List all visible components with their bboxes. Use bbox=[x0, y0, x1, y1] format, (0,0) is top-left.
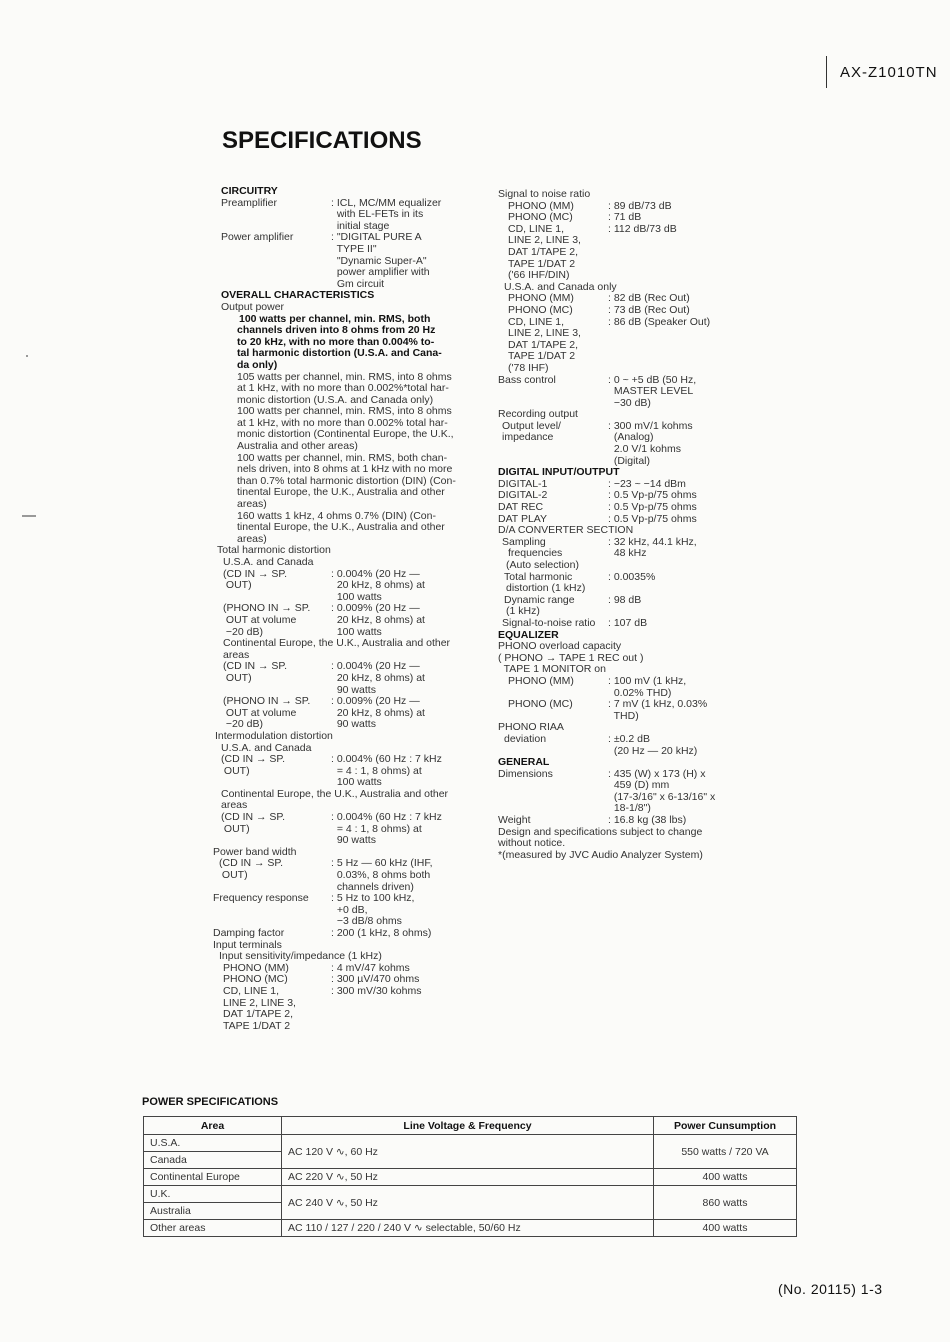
spec-label: impedance bbox=[502, 431, 554, 444]
spec-value: : 0.009% (20 Hz — bbox=[331, 602, 420, 615]
spec-label: Output power bbox=[221, 300, 285, 313]
spec-value: MASTER LEVEL bbox=[608, 385, 694, 398]
spec-line bbox=[221, 1021, 471, 1033]
spec-label: Dynamic range bbox=[504, 593, 575, 606]
page-title: SPECIFICATIONS bbox=[222, 127, 422, 154]
spec-label: U.S.A. and Canada bbox=[223, 556, 314, 568]
spec-value: : 86 dB (Speaker Out) bbox=[608, 315, 711, 328]
spec-value: 100 watts bbox=[331, 625, 382, 638]
spec-label: areas bbox=[221, 799, 248, 812]
spec-line bbox=[221, 186, 471, 198]
spec-value: 90 watts bbox=[331, 683, 376, 696]
spec-label: (1 kHz) bbox=[506, 605, 540, 618]
spec-label: deviation bbox=[504, 732, 547, 745]
spec-label: Australia and other areas) bbox=[237, 440, 358, 453]
spec-line bbox=[498, 444, 748, 456]
power-cell: 400 watts bbox=[654, 1169, 797, 1186]
spec-label: DIGITAL-2 bbox=[498, 489, 548, 502]
spec-label: Input sensitivity/impedance (1 kHz) bbox=[219, 950, 382, 963]
spec-line bbox=[221, 267, 471, 279]
column-header-voltage: Line Voltage & Frequency bbox=[282, 1117, 654, 1135]
spec-value: : 5 Hz — 60 kHz (IHF, bbox=[331, 857, 433, 870]
spec-line bbox=[498, 305, 748, 317]
spec-line bbox=[221, 360, 471, 372]
spec-label: Weight bbox=[498, 814, 531, 827]
spec-label: OUT) bbox=[221, 822, 250, 835]
spec-label: Input terminals bbox=[213, 938, 282, 951]
area-cell: U.S.A. bbox=[144, 1135, 282, 1152]
spec-label: PHONO (MM) bbox=[508, 674, 574, 687]
spec-label: Damping factor bbox=[213, 927, 285, 939]
spec-label: Power band width bbox=[213, 845, 297, 858]
column-header-area: Area bbox=[144, 1117, 282, 1135]
model-number: AX-Z1010TN bbox=[840, 64, 938, 81]
spec-label: Signal-to-noise ratio bbox=[502, 616, 596, 629]
spec-label: distortion (1 kHz) bbox=[506, 582, 586, 595]
table-row bbox=[144, 1220, 797, 1237]
spec-label: PHONO (MC) bbox=[508, 698, 573, 711]
spec-value: : "DIGITAL PURE A bbox=[331, 231, 422, 244]
spec-label: OUT) bbox=[223, 671, 252, 684]
spec-value: channels driven) bbox=[331, 880, 414, 893]
spec-label: Continental Europe, the U.K., Australia and other bbox=[221, 787, 449, 800]
spec-label: (CD IN → SP. bbox=[223, 567, 287, 580]
spec-label: TAPE 1/DAT 2 bbox=[508, 350, 576, 363]
spec-label: CD, LINE 1, bbox=[223, 984, 280, 997]
spec-value: (20 Hz — 20 kHz) bbox=[608, 744, 698, 757]
spec-line bbox=[221, 696, 471, 708]
spec-line bbox=[498, 757, 748, 769]
spec-value: : 82 dB (Rec Out) bbox=[608, 292, 690, 305]
power-specs-title: POWER SPECIFICATIONS bbox=[142, 1096, 279, 1108]
area-cell: Continental Europe bbox=[144, 1169, 282, 1186]
spec-label: monic distortion (Continental Europe, the U.K., bbox=[237, 428, 454, 441]
spec-label: areas) bbox=[237, 532, 267, 545]
spec-label: Power amplifier bbox=[221, 231, 294, 244]
scan-mark bbox=[22, 515, 36, 517]
spec-line bbox=[498, 189, 748, 201]
spec-label: at 1 kHz, with no more than 0.002%*total har- bbox=[237, 382, 449, 395]
spec-label: without notice. bbox=[498, 837, 566, 850]
scan-mark bbox=[26, 355, 28, 357]
power-cell: 550 watts / 720 VA bbox=[654, 1135, 797, 1169]
spec-value: : 0.004% (60 Hz : 7 kHz bbox=[331, 753, 442, 766]
table-header-row bbox=[144, 1117, 797, 1135]
spec-label: TAPE 1 MONITOR on bbox=[498, 663, 606, 676]
spec-label: TAPE 1/DAT 2 bbox=[508, 257, 576, 270]
spec-label: monic distortion (U.S.A. and Canada only) bbox=[237, 393, 434, 406]
area-cell: Other areas bbox=[144, 1220, 282, 1237]
spec-line bbox=[498, 328, 748, 340]
spec-value: : −23 ~ −14 dBm bbox=[608, 477, 686, 490]
spec-line bbox=[221, 302, 471, 314]
spec-line bbox=[221, 244, 471, 256]
spec-label: Frequency response bbox=[213, 892, 309, 905]
spec-label: tinental Europe, the U.K., Australia and other bbox=[237, 521, 445, 534]
spec-value: : 4 mV/47 kohms bbox=[331, 961, 410, 974]
spec-label: OUT at volume bbox=[223, 706, 297, 719]
spec-label: GENERAL bbox=[498, 756, 550, 769]
spec-value: : 0.004% (20 Hz — bbox=[331, 567, 420, 580]
spec-line bbox=[221, 383, 471, 395]
spec-label: frequencies bbox=[508, 547, 563, 560]
spec-line bbox=[498, 270, 748, 282]
spec-label: OVERALL CHARACTERISTICS bbox=[221, 289, 375, 302]
spec-label: (PHONO IN → SP. bbox=[223, 602, 311, 615]
spec-line bbox=[221, 870, 471, 882]
spec-label: PHONO (MC) bbox=[508, 303, 573, 316]
spec-value: 90 watts bbox=[331, 718, 376, 731]
spec-label: LINE 2, LINE 3, bbox=[223, 996, 296, 1009]
spec-value: 20 kHz, 8 ohms) at bbox=[331, 706, 425, 719]
spec-value: (Analog) bbox=[608, 431, 654, 444]
spec-label: Continental Europe, the U.K., Australia and other bbox=[223, 637, 451, 650]
spec-line bbox=[221, 1009, 471, 1021]
spec-value: : 0.009% (20 Hz — bbox=[331, 695, 420, 708]
spec-value: : 89 dB/73 dB bbox=[608, 199, 672, 212]
area-cell: Canada bbox=[144, 1152, 282, 1169]
spec-line bbox=[221, 754, 471, 766]
spec-value: TYPE II" bbox=[331, 242, 377, 255]
spec-value: : 0.004% (20 Hz — bbox=[331, 660, 420, 673]
spec-label: 100 watts per channel, min. RMS, both bbox=[239, 312, 431, 325]
spec-line bbox=[221, 673, 471, 685]
spec-label: CD, LINE 1, bbox=[508, 315, 565, 328]
spec-line bbox=[498, 363, 748, 375]
spec-value: 20 kHz, 8 ohms) at bbox=[331, 613, 425, 626]
spec-label: OUT) bbox=[223, 579, 252, 592]
spec-label: CD, LINE 1, bbox=[508, 222, 565, 235]
spec-line bbox=[221, 499, 471, 511]
power-cell: 400 watts bbox=[654, 1220, 797, 1237]
spec-line bbox=[221, 325, 471, 337]
spec-value: (Digital) bbox=[608, 454, 651, 467]
spec-value: power amplifier with bbox=[331, 266, 430, 279]
spec-label: nels driven, into 8 ohms at 1 kHz with no more bbox=[237, 463, 453, 476]
spec-value: 100 watts bbox=[331, 590, 382, 603]
spec-label: −20 dB) bbox=[223, 718, 263, 731]
spec-line bbox=[221, 986, 471, 998]
voltage-cell: AC 110 / 127 / 220 / 240 V ∿ selectable, 50/60 Hz bbox=[282, 1220, 654, 1237]
spec-value: 2.0 V/1 kohms bbox=[608, 443, 681, 456]
spec-value: 20 kHz, 8 ohms) at bbox=[331, 579, 425, 592]
spec-value: 20 kHz, 8 ohms) at bbox=[331, 671, 425, 684]
spec-label: Design and specifications subject to change bbox=[498, 825, 703, 838]
spec-line bbox=[498, 850, 748, 862]
spec-value: : 100 mV (1 kHz, bbox=[608, 674, 687, 687]
spec-label: OUT) bbox=[219, 869, 248, 882]
column-header-power: Power Cunsumption bbox=[654, 1117, 797, 1135]
spec-label: (CD IN → SP. bbox=[221, 753, 285, 766]
spec-value: : 71 dB bbox=[608, 211, 642, 224]
power-specs-table bbox=[143, 1116, 797, 1237]
spec-label: ('66 IHF/DIN) bbox=[508, 269, 570, 282]
spec-value: : 0 ~ +5 dB (50 Hz, bbox=[608, 373, 697, 386]
spec-label: tinental Europe, the U.K., Australia and other bbox=[237, 486, 445, 499]
spec-label: OUT at volume bbox=[223, 613, 297, 626]
spec-label: U.S.A. and Canada bbox=[221, 741, 312, 754]
spec-label: LINE 2, LINE 3, bbox=[508, 327, 581, 340]
spec-label: *(measured by JVC Audio Analyzer System) bbox=[498, 848, 703, 861]
spec-label: PHONO (MM) bbox=[223, 961, 289, 974]
spec-label: Preamplifier bbox=[221, 196, 278, 209]
spec-value: : ±0.2 dB bbox=[608, 732, 650, 745]
spec-label: 100 watts per channel, min. RMS, both chan- bbox=[237, 451, 448, 464]
spec-line bbox=[221, 812, 471, 824]
spec-value: : 300 mV/30 kohms bbox=[331, 984, 422, 997]
spec-label: Total harmonic distortion bbox=[217, 544, 331, 557]
spec-line bbox=[498, 502, 748, 514]
spec-line bbox=[498, 386, 748, 398]
spec-label: Intermodulation distortion bbox=[215, 729, 333, 742]
right-spec-column bbox=[498, 189, 748, 861]
spec-value: : 107 dB bbox=[608, 616, 648, 629]
spec-label: DIGITAL-1 bbox=[498, 477, 548, 490]
spec-value: initial stage bbox=[331, 219, 390, 232]
spec-value: : 300 µV/470 ohms bbox=[331, 973, 420, 986]
spec-label: DAT REC bbox=[498, 501, 544, 514]
spec-label: EQUALIZER bbox=[498, 628, 559, 641]
area-cell: U.K. bbox=[144, 1186, 282, 1203]
spec-value: (17-3/16" x 6-13/16" x bbox=[608, 790, 716, 803]
spec-value: +0 dB, bbox=[331, 903, 368, 916]
spec-value: −30 dB) bbox=[608, 396, 651, 409]
spec-value: 459 (D) mm bbox=[608, 779, 670, 792]
spec-label: (PHONO IN → SP. bbox=[223, 695, 311, 708]
spec-label: ('78 IHF) bbox=[508, 361, 549, 374]
spec-label: (CD IN → SP. bbox=[223, 660, 287, 673]
spec-label: PHONO (MM) bbox=[508, 199, 574, 212]
voltage-cell: AC 120 V ∿, 60 Hz bbox=[282, 1135, 654, 1169]
spec-label: (Auto selection) bbox=[506, 559, 579, 571]
spec-label: DAT 1/TAPE 2, bbox=[223, 1008, 294, 1021]
spec-label: Recording output bbox=[498, 408, 578, 421]
spec-label: areas bbox=[223, 648, 250, 661]
spec-value: : 112 dB/73 dB bbox=[608, 222, 677, 235]
voltage-cell: AC 220 V ∿, 50 Hz bbox=[282, 1169, 654, 1186]
spec-line bbox=[221, 789, 471, 801]
spec-label: da only) bbox=[237, 358, 278, 371]
spec-value: : 16.8 kg (38 lbs) bbox=[608, 814, 687, 827]
spec-value: : 0.0035% bbox=[608, 570, 656, 583]
spec-label: D/A CONVERTER SECTION bbox=[498, 524, 634, 537]
spec-label: tal harmonic distortion (U.S.A. and Cana- bbox=[237, 347, 442, 360]
spec-value: Gm circuit bbox=[331, 277, 385, 290]
left-spec-column bbox=[213, 185, 471, 1032]
spec-value: 48 kHz bbox=[608, 547, 647, 560]
spec-label: (CD IN → SP. bbox=[221, 811, 285, 824]
spec-value: : 0.5 Vp-p/75 ohms bbox=[608, 512, 697, 525]
spec-label: DAT PLAY bbox=[498, 512, 548, 525]
spec-label: at 1 kHz, with no more than 0.002% total har- bbox=[237, 416, 448, 429]
spec-label: TAPE 1/DAT 2 bbox=[223, 1019, 291, 1032]
power-cell: 860 watts bbox=[654, 1186, 797, 1220]
spec-line bbox=[498, 618, 748, 630]
spec-label: PHONO (MC) bbox=[508, 211, 573, 224]
spec-label: DAT 1/TAPE 2, bbox=[508, 245, 579, 258]
spec-label: 160 watts 1 kHz, 4 ohms 0.7% (DIN) (Con- bbox=[237, 509, 436, 522]
spec-label: Bass control bbox=[498, 373, 556, 386]
spec-line bbox=[498, 699, 748, 711]
spec-value: : 0.5 Vp-p/75 ohms bbox=[608, 501, 697, 514]
spec-value: : 73 dB (Rec Out) bbox=[608, 303, 690, 316]
area-cell: Australia bbox=[144, 1203, 282, 1220]
table-row bbox=[144, 1169, 797, 1186]
spec-label: U.S.A. and Canada only bbox=[504, 280, 617, 293]
spec-value: : 0.004% (60 Hz : 7 kHz bbox=[331, 811, 442, 824]
spec-label: 100 watts per channel, min. RMS, into 8 ohms bbox=[237, 405, 452, 418]
spec-line bbox=[213, 927, 471, 940]
spec-line bbox=[498, 641, 748, 653]
spec-label: areas) bbox=[237, 498, 267, 511]
table-row bbox=[144, 1135, 797, 1152]
spec-label: than 0.7% total harmonic distortion (DIN) (Con- bbox=[237, 474, 456, 487]
spec-line bbox=[221, 638, 471, 650]
spec-label: Total harmonic bbox=[504, 570, 573, 583]
spec-line bbox=[498, 676, 748, 688]
spec-label: PHONO (MM) bbox=[508, 292, 574, 305]
table-row bbox=[144, 1186, 797, 1203]
spec-value: THD) bbox=[608, 709, 639, 722]
spec-value: −3 dB/8 ohms bbox=[331, 915, 402, 928]
spec-label: DIGITAL INPUT/OUTPUT bbox=[498, 466, 620, 479]
spec-label: 105 watts per channel, min. RMS, into 8 ohms bbox=[237, 370, 452, 383]
spec-value: 100 watts bbox=[331, 776, 382, 789]
spec-label: PHONO overload capacity bbox=[498, 640, 622, 653]
spec-label: CIRCUITRY bbox=[221, 185, 278, 197]
spec-value: : ICL, MC/MM equalizer bbox=[331, 196, 442, 209]
spec-label: LINE 2, LINE 3, bbox=[508, 234, 581, 247]
spec-label: DAT 1/TAPE 2, bbox=[508, 338, 579, 351]
spec-line bbox=[498, 560, 748, 572]
spec-value: : 98 dB bbox=[608, 593, 642, 606]
voltage-cell: AC 240 V ∿, 50 Hz bbox=[282, 1186, 654, 1220]
spec-label: ( PHONO → TAPE 1 REC out ) bbox=[498, 651, 644, 664]
spec-value: with EL-FETs in its bbox=[331, 208, 424, 221]
spec-value: : 32 kHz, 44.1 kHz, bbox=[608, 535, 697, 548]
spec-value: 18-1/8") bbox=[608, 802, 651, 815]
spec-label: Sampling bbox=[502, 535, 546, 548]
spec-label: to 20 kHz, with no more than 0.004% to- bbox=[237, 335, 435, 348]
spec-label: PHONO RIAA bbox=[498, 721, 564, 734]
spec-line bbox=[498, 815, 748, 827]
spec-label: −20 dB) bbox=[223, 625, 263, 638]
spec-value: 0.03%, 8 ohms both bbox=[331, 869, 431, 882]
spec-label: Dimensions bbox=[498, 767, 553, 780]
spec-value: 0.02% THD) bbox=[608, 686, 672, 699]
spec-line bbox=[498, 247, 748, 259]
spec-label: Output level/ bbox=[502, 419, 561, 432]
spec-value: 90 watts bbox=[331, 834, 376, 847]
spec-value: = 4 : 1, 8 ohms) at bbox=[331, 764, 422, 777]
spec-value: "Dynamic Super-A" bbox=[331, 254, 427, 267]
spec-label: OUT) bbox=[221, 764, 250, 777]
spec-value: : 435 (W) x 173 (H) x bbox=[608, 767, 706, 780]
header-rule bbox=[826, 56, 827, 88]
spec-label: (CD IN → SP. bbox=[219, 857, 283, 870]
spec-value: : 5 Hz to 100 kHz, bbox=[331, 892, 415, 905]
spec-line bbox=[221, 557, 471, 569]
spec-label: channels driven into 8 ohms from 20 Hz bbox=[237, 324, 436, 337]
spec-label: Signal to noise ratio bbox=[498, 188, 591, 200]
spec-value: : 0.5 Vp-p/75 ohms bbox=[608, 489, 697, 502]
spec-line bbox=[215, 729, 471, 743]
spec-value: = 4 : 1, 8 ohms) at bbox=[331, 822, 422, 835]
page-number: (No. 20115) 1-3 bbox=[778, 1281, 883, 1297]
spec-line bbox=[498, 734, 748, 746]
spec-value: : 300 mV/1 kohms bbox=[608, 419, 693, 432]
spec-value: : 200 (1 kHz, 8 ohms) bbox=[331, 927, 432, 939]
spec-value: : 7 mV (1 kHz, 0.03% bbox=[608, 698, 708, 711]
spec-line bbox=[221, 441, 471, 453]
spec-label: PHONO (MC) bbox=[223, 973, 288, 986]
spec-line bbox=[221, 615, 471, 627]
